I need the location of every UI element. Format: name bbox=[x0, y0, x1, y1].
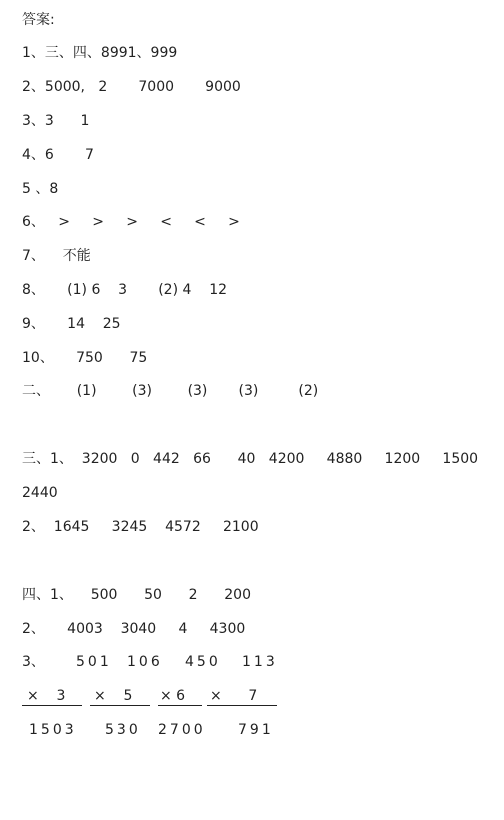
section-four-line-3 bbox=[22, 652, 492, 672]
multiplicand-1: 501 bbox=[76, 654, 112, 670]
product-row bbox=[22, 720, 492, 740]
section-four-line-1: 四、1、 500 50 2 200 bbox=[22, 587, 251, 603]
section-three-line-1: 三、1、 3200 0 442 66 40 4200 4880 1200 1500 bbox=[22, 451, 479, 467]
answer-heading: 答案: bbox=[22, 12, 55, 28]
answer-line-9: 9、 14 25 bbox=[22, 316, 121, 332]
multiplicand-4: 113 bbox=[242, 654, 278, 670]
section-three-line-2: 2、 1645 3245 4572 2100 bbox=[22, 519, 259, 535]
answer-line-8: 8、 (1) 6 3 (2) 4 12 bbox=[22, 282, 228, 298]
item-label: 3、 bbox=[22, 654, 45, 670]
answer-line-3: 3、3 1 bbox=[22, 113, 90, 129]
product-4: 791 bbox=[238, 722, 274, 738]
answer-line-4: 4、6 7 bbox=[22, 147, 94, 163]
multiplicand-3: 450 bbox=[185, 654, 221, 670]
multiplier-3: × 6 bbox=[160, 688, 186, 704]
underline-3 bbox=[158, 705, 202, 706]
answer-line-1: 1、三、四、8991、999 bbox=[22, 45, 178, 61]
product-3: 2700 bbox=[158, 722, 206, 738]
underline-4 bbox=[207, 705, 277, 706]
underline-1 bbox=[22, 705, 82, 706]
product-1: 1503 bbox=[29, 722, 77, 738]
multiplier-2: × 5 bbox=[94, 688, 133, 704]
answer-line-2: 2、5000, 2 7000 9000 bbox=[22, 79, 241, 95]
multiplier-row bbox=[22, 686, 492, 706]
multiplier-1: × 3 bbox=[27, 688, 66, 704]
answer-line-5: 5 、8 bbox=[22, 181, 59, 197]
answer-line-10: 10、 750 75 bbox=[22, 350, 148, 366]
product-2: 530 bbox=[105, 722, 141, 738]
section-four-line-2: 2、 4003 3040 4 4300 bbox=[22, 621, 246, 637]
section-two-line: 二、 (1) (3) (3) (3) (2) bbox=[22, 383, 319, 399]
answer-line-7: 7、 不能 bbox=[22, 248, 91, 264]
multiplicand-2: 106 bbox=[127, 654, 163, 670]
multiplier-4: × 7 bbox=[210, 688, 258, 704]
answer-line-6: 6、 > > > < < > bbox=[22, 214, 240, 230]
underline-2 bbox=[90, 705, 150, 706]
section-three-line-1-wrap: 2440 bbox=[22, 485, 58, 501]
